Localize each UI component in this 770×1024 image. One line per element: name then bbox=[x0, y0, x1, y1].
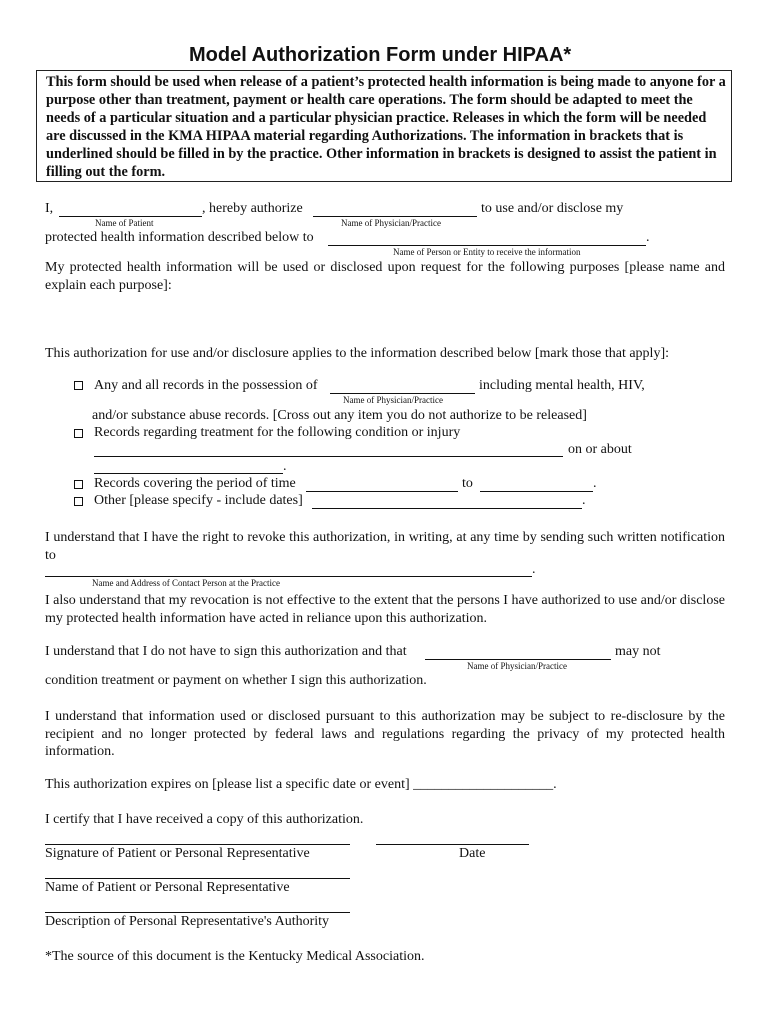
date-field[interactable] bbox=[376, 844, 529, 845]
phi-to-label: protected health information described below to bbox=[45, 230, 314, 245]
condition-label: condition treatment or payment on whether I sign this authorization. bbox=[45, 673, 427, 688]
other-field[interactable] bbox=[312, 508, 582, 509]
instructions-text: This form should be used when release of a patient’s protected health information is being made to anyone for a purpose other than treatment, payment or health care operations. The form should be adapted to meet the needs of a particular situation and a particular physician practice. Releases in which the form will be needed are discussed in the KMA HIPAA material regarding Authorizations. The information in brackets that is underlined should be filled in by the practice. Other information in brackets is designed to assist the patient in filling out the form. bbox=[46, 74, 726, 180]
treatment-date-period: . bbox=[283, 459, 287, 474]
period-from-field[interactable] bbox=[306, 491, 458, 492]
records-physician-field[interactable] bbox=[330, 393, 475, 394]
period-to-field[interactable] bbox=[480, 491, 593, 492]
expires-text: This authorization expires on [please list a specific date or event] ____________________. bbox=[45, 777, 557, 792]
period-checkbox[interactable] bbox=[74, 480, 83, 489]
including-label: including mental health, HIV, bbox=[479, 378, 645, 393]
may-not-label: may not bbox=[615, 644, 661, 659]
on-or-about-label: on or about bbox=[568, 442, 632, 457]
recipient-period: . bbox=[646, 230, 650, 245]
date-label: Date bbox=[459, 846, 486, 861]
authority-label: Description of Personal Representative's Authority bbox=[45, 914, 330, 929]
records-physician-caption: Name of Physician/Practice bbox=[343, 395, 443, 405]
patient-name-field[interactable] bbox=[59, 216, 202, 217]
condition-field[interactable] bbox=[94, 456, 563, 457]
name-field[interactable] bbox=[45, 878, 350, 879]
contact-field[interactable] bbox=[45, 576, 532, 577]
page-title: Model Authorization Form under HIPAA* bbox=[189, 44, 572, 66]
redisclosure-text: I understand that information used or disclosed pursuant to this authorization may be subject to re-disclosure by the recipient and no longer protected by federal laws and regulations regarding the privacy of my protected health information. bbox=[45, 709, 725, 759]
physician-caption: Name of Physician/Practice bbox=[341, 218, 441, 228]
authority-field[interactable] bbox=[45, 912, 350, 913]
covering-label: Records covering the period of time bbox=[94, 476, 296, 491]
source-note: *The source of this document is the Kentucky Medical Association. bbox=[45, 949, 425, 964]
treatment-date-field[interactable] bbox=[94, 473, 283, 474]
revocation-text: I also understand that my revocation is not effective to the extent that the persons I have authorized to use and/or disclose my protected health information have acted in reliance upon this authorization. bbox=[45, 593, 725, 626]
name-label: Name of Patient or Personal Representative bbox=[45, 880, 290, 895]
auth-i-label: I, bbox=[45, 201, 54, 216]
any-records-checkbox[interactable] bbox=[74, 381, 83, 390]
other-period: . bbox=[582, 493, 586, 508]
recipient-field[interactable] bbox=[328, 245, 646, 246]
period-to-period: . bbox=[593, 476, 597, 491]
signature-label: Signature of Patient or Personal Representative bbox=[45, 846, 310, 861]
revoke-text: I understand that I have the right to revoke this authorization, in writing, at any time by sending such written notification to bbox=[45, 530, 725, 563]
other-checkbox[interactable] bbox=[74, 497, 83, 506]
period-to-label: to bbox=[462, 476, 473, 491]
treatment-checkbox[interactable] bbox=[74, 429, 83, 438]
not-sign-caption: Name of Physician/Practice bbox=[467, 661, 567, 671]
not-sign-physician-field[interactable] bbox=[425, 659, 611, 660]
contact-period: . bbox=[532, 562, 536, 577]
hereby-authorize-label: , hereby authorize bbox=[202, 201, 303, 216]
not-sign-label: I understand that I do not have to sign this authorization and that bbox=[45, 644, 407, 659]
treatment-label: Records regarding treatment for the following condition or injury bbox=[94, 425, 461, 440]
any-records-label: Any and all records in the possession of bbox=[94, 378, 318, 393]
physician-field[interactable] bbox=[313, 216, 477, 217]
signature-field[interactable] bbox=[45, 844, 350, 845]
certify-text: I certify that I have received a copy of this authorization. bbox=[45, 812, 364, 827]
applies-text: This authorization for use and/or disclosure applies to the information described below [mark those that apply]: bbox=[45, 346, 669, 361]
purposes-text: My protected health information will be used or disclosed upon request for the following purposes [please name and explain each purpose]: bbox=[45, 260, 725, 293]
substance-label: and/or substance abuse records. [Cross out any item you do not authorize to be released] bbox=[92, 408, 587, 423]
other-label: Other [please specify - include dates] bbox=[94, 493, 303, 508]
to-use-label: to use and/or disclose my bbox=[481, 201, 624, 216]
recipient-caption: Name of Person or Entity to receive the information bbox=[393, 247, 581, 257]
patient-name-caption: Name of Patient bbox=[95, 218, 154, 228]
contact-caption: Name and Address of Contact Person at the Practice bbox=[92, 578, 280, 588]
